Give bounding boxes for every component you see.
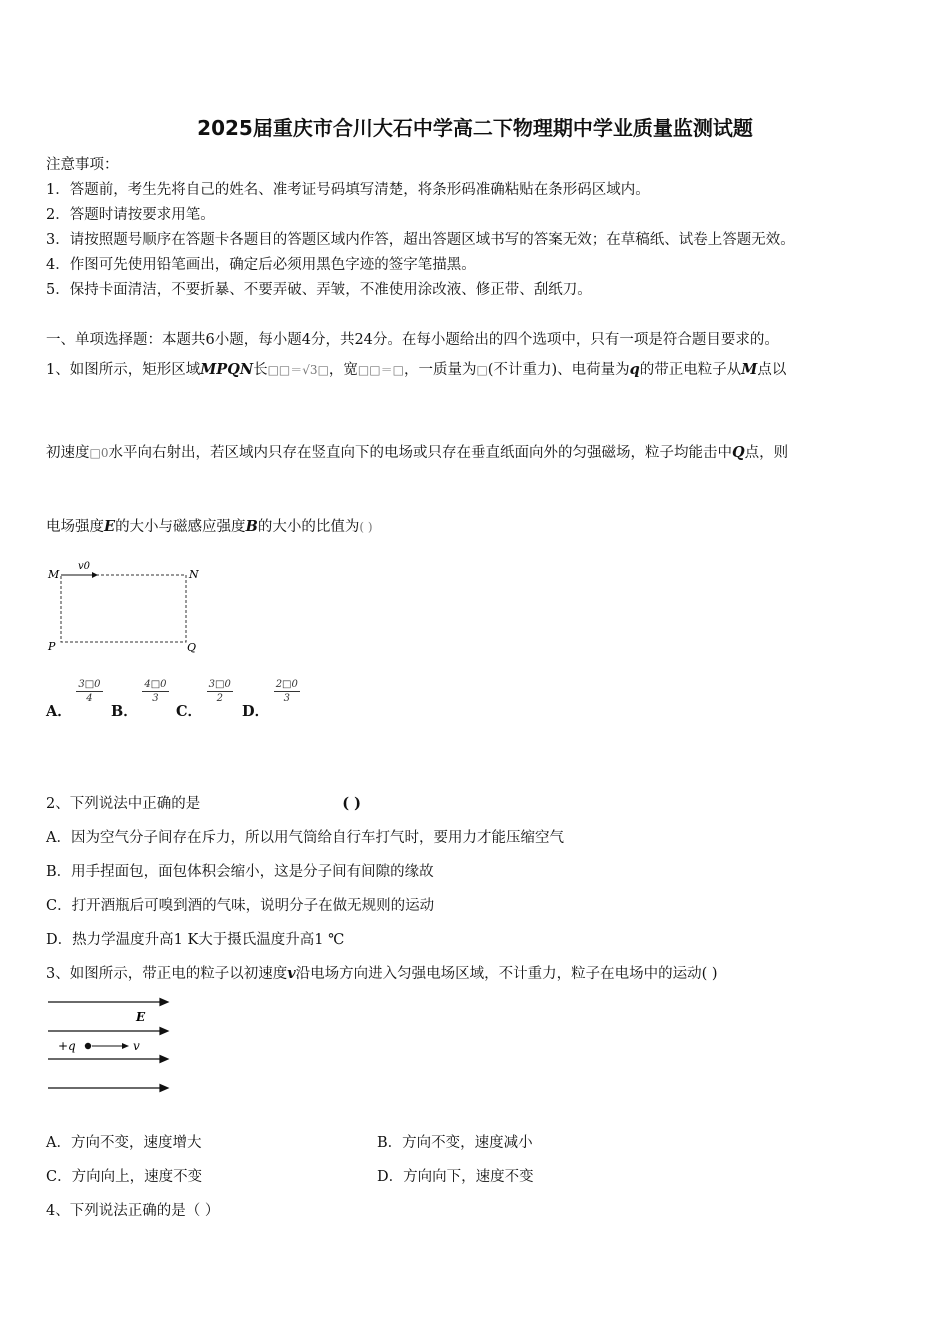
option-fraction	[142, 678, 168, 705]
arrowhead-icon	[92, 572, 98, 578]
option-fraction	[274, 678, 300, 705]
q3-option-c[interactable]: C．方向向上，速度不变	[46, 1169, 203, 1185]
q1-option-b[interactable]	[111, 678, 169, 721]
q2-option-b[interactable]: B．用手捏面包，面包体积会缩小，这是分子间有间隙的缘故	[46, 864, 434, 880]
q1-line-3	[46, 515, 373, 536]
q2-option-a[interactable]: A．因为空气分子间存在斥力，所以用气筒给自行车打气时，要用力才能压缩空气	[46, 830, 564, 846]
fraction-denominator: 3	[152, 693, 159, 704]
section-heading: 一、单项选择题：本题共6小题，每小题4分，共24分。在每小题给出的四个选项中，只有一项是符合题目要求的。	[46, 332, 779, 348]
label-n: N	[189, 568, 199, 581]
q1-var: q	[629, 361, 640, 378]
answer-paren: ( )	[342, 795, 362, 812]
notice-item: 5．保持卡面清洁，不要折暴、不要弄破、弄皱，不准使用涂改液、修正带、刮纸刀。	[46, 282, 592, 298]
label-m: M	[48, 568, 60, 581]
answer-paren: ( )	[359, 520, 373, 534]
fraction-numerator: 3□0	[78, 679, 101, 690]
q3-text: 3、如图所示，带正电的粒子以初速度	[46, 966, 288, 982]
q1-var: E	[104, 518, 116, 535]
fraction-numerator: 2□0	[275, 679, 298, 690]
q1-text: ，宽	[328, 362, 358, 378]
missing-glyph-icon: □□	[267, 363, 291, 377]
arrowhead-icon	[160, 999, 168, 1006]
charge-dot	[85, 1043, 91, 1049]
q3-option-a[interactable]: A．方向不变，速度增大	[46, 1135, 202, 1151]
q2-text: 2、下列说法中正确的是	[46, 796, 201, 812]
q1-text: 点以	[757, 362, 787, 378]
fraction-numerator: 4□0	[144, 679, 167, 690]
q1-option-c[interactable]	[176, 678, 233, 721]
q3-option-d[interactable]: D．方向向下，速度不变	[377, 1169, 534, 1185]
page-title: 2025届重庆市合川大石中学高二下物理期中学业质量监测试题	[197, 116, 753, 140]
missing-glyph-icon: □	[476, 363, 488, 377]
q3-field-figure	[44, 992, 184, 1100]
missing-glyph-icon: □□	[357, 363, 381, 377]
missing-glyph-icon: □0	[89, 446, 109, 460]
q1-text: 点，则	[744, 445, 789, 461]
option-letter: B．	[111, 703, 138, 720]
notice-item: 3．请按照题号顺序在答题卡各题目的答题区域内作答，超出答题区域书写的答案无效；在草稿纸、试卷上答题无效。	[46, 232, 795, 248]
q2-stem	[46, 792, 361, 813]
q1-var: Q	[731, 444, 745, 461]
q1-line-2	[46, 441, 788, 462]
q2-option-d[interactable]: D．热力学温度升高1 K大于摄氏温度升高1 ℃	[46, 932, 345, 948]
q1-option-a[interactable]	[46, 678, 103, 721]
arrowhead-icon	[160, 1056, 168, 1063]
arrowhead-icon	[160, 1085, 168, 1092]
missing-glyph-icon: □	[317, 363, 329, 377]
option-fraction	[207, 678, 233, 705]
q1-text: 的大小与磁感应强度	[115, 519, 246, 535]
velocity-label: v	[133, 1039, 140, 1053]
q1-text: 的大小的比值为	[257, 519, 360, 535]
q1-text: (不计重力)、电荷量为	[487, 362, 630, 378]
option-letter: C．	[176, 703, 203, 720]
q3-stem	[46, 962, 718, 983]
q1-text: 1、如图所示，矩形区域	[46, 362, 201, 378]
notice-item: 2．答题时请按要求用笔。	[46, 207, 215, 223]
missing-glyph-icon: □	[392, 363, 404, 377]
field-label: E	[136, 1010, 146, 1024]
q1-text: 水平向右射出，若区域内只存在竖直向下的电场或只存在垂直纸面向外的匀强磁场，粒子均能击中	[108, 445, 732, 461]
q1-var: M	[741, 361, 758, 378]
q3-text: 沿电场方向进入匀强电场区域，不计重力，粒子在电场中的运动( )	[295, 966, 718, 982]
field-region	[61, 575, 186, 642]
option-letter: D．	[242, 703, 270, 720]
fraction-denominator: 4	[86, 693, 93, 704]
q1-text: 电场强度	[46, 519, 104, 535]
q3-option-b[interactable]: B．方向不变，速度减小	[377, 1135, 533, 1151]
arrowhead-icon	[160, 1028, 168, 1035]
notice-item: 4．作图可先使用铅笔画出，确定后必须用黑色字迹的签字笔描黑。	[46, 257, 476, 273]
label-q: Q	[187, 641, 197, 654]
label-v0: v0	[78, 561, 91, 572]
notice-heading: 注意事项：	[46, 157, 119, 173]
q1-text: 的带正电粒子从	[639, 362, 742, 378]
q1-text: 长	[253, 362, 268, 378]
label-p: P	[48, 640, 56, 653]
q1-eq: ＝√3	[290, 363, 318, 377]
q1-rectangle-figure	[44, 560, 214, 656]
q4-stem: 4、下列说法正确的是（ ）	[46, 1203, 220, 1219]
option-fraction	[76, 678, 102, 705]
q1-eq: ＝	[380, 363, 393, 377]
q1-text: ，一质量为	[403, 362, 477, 378]
charge-label: +q	[58, 1039, 76, 1053]
fraction-denominator: 3	[283, 693, 290, 704]
q3-var: v	[287, 965, 296, 982]
fraction-numerator: 3□0	[208, 679, 231, 690]
option-letter: A．	[46, 703, 72, 720]
arrowhead-icon	[122, 1043, 129, 1049]
q1-option-d[interactable]	[242, 678, 300, 721]
fraction-denominator: 2	[216, 693, 223, 704]
q2-option-c[interactable]: C．打开酒瓶后可嗅到酒的气味，说明分子在做无规则的运动	[46, 898, 435, 914]
q1-var: B	[245, 518, 258, 535]
q1-text: 初速度	[46, 445, 90, 461]
q1-line-1	[46, 358, 786, 379]
notice-item: 1．答题前，考生先将自己的姓名、准考证号码填写清楚，将条形码准确粘贴在条形码区域内。	[46, 182, 650, 198]
q1-var: MPQN	[200, 361, 254, 378]
